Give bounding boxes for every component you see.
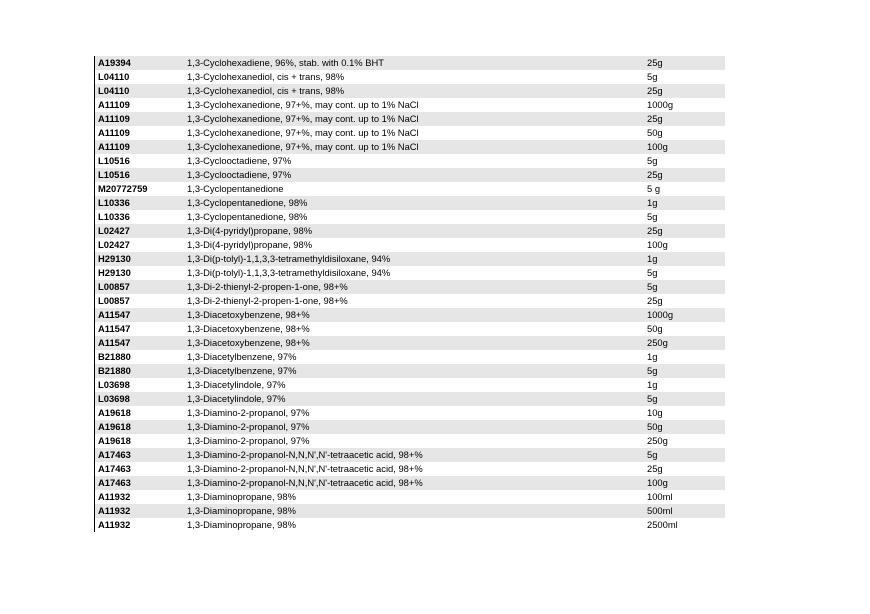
package-size: 2500ml [647,519,678,530]
product-code: L02427 [98,225,130,236]
table-row [95,462,725,476]
product-code: A11547 [98,337,131,348]
package-size: 25g [647,85,663,96]
package-size: 1000g [647,99,674,110]
table-row [95,224,725,238]
product-description: 1,3-Diacetylbenzene, 97% [187,351,297,362]
product-code: M20772759 [98,183,148,194]
table-row [95,238,725,252]
product-description: 1,3-Diamino-2-propanol-N,N,N',N'-tetraacetic acid, 98+% [187,477,423,488]
package-size: 5 g [647,183,661,194]
table-row [95,154,725,168]
package-size: 100g [647,239,668,250]
product-code: A19618 [98,435,131,446]
product-description: 1,3-Diacetoxybenzene, 98+% [187,323,310,334]
product-description: 1,3-Diacetoxybenzene, 98+% [187,309,310,320]
product-code: L00857 [98,295,130,306]
product-code: A11109 [98,113,130,124]
table-row [95,350,725,364]
product-description: 1,3-Diaminopropane, 98% [187,505,296,516]
table-row [95,378,725,392]
product-code: B21880 [98,365,131,376]
table-row [95,70,725,84]
product-description: 1,3-Diaminopropane, 98% [187,491,296,502]
product-code: L02427 [98,239,130,250]
product-table [94,56,725,532]
package-size: 5g [647,393,658,404]
product-code: L10516 [98,169,130,180]
package-size: 1g [647,379,658,390]
package-size: 1g [647,197,658,208]
product-code: A19394 [98,57,131,68]
product-description: 1,3-Di(p-tolyl)-1,1,3,3-tetramethyldisiloxane, 94% [187,253,391,264]
package-size: 5g [647,211,658,222]
product-description: 1,3-Diacetylbenzene, 97% [187,365,297,376]
table-row [95,308,725,322]
table-row [95,434,725,448]
product-code: H29130 [98,267,131,278]
product-description: 1,3-Cyclopentanedione, 98% [187,197,308,208]
product-code: A11109 [98,99,130,110]
product-description: 1,3-Diacetylindole, 97% [187,393,286,404]
package-size: 5g [647,155,658,166]
product-code: L10336 [98,211,130,222]
package-size: 25g [647,57,663,68]
product-description: 1,3-Cyclohexadiene, 96%, stab. with 0.1% BHT [187,57,384,68]
product-description: 1,3-Diamino-2-propanol, 97% [187,435,310,446]
product-description: 1,3-Cyclohexanediol, cis + trans, 98% [187,71,345,82]
table-row [95,252,725,266]
table-row [95,98,725,112]
product-description: 1,3-Diaminopropane, 98% [187,519,296,530]
product-description: 1,3-Cyclohexanedione, 97+%, may cont. up to 1% NaCl [187,113,419,124]
package-size: 250g [647,435,668,446]
table-row [95,196,725,210]
product-description: 1,3-Cyclopentanedione [187,183,284,194]
product-description: 1,3-Cyclohexanediol, cis + trans, 98% [187,85,345,96]
package-size: 25g [647,113,663,124]
package-size: 100g [647,141,668,152]
table-row [95,266,725,280]
package-size: 5g [647,365,658,376]
product-code: L04110 [98,85,130,96]
package-size: 100g [647,477,668,488]
product-description: 1,3-Cyclooctadiene, 97% [187,155,292,166]
table-row [95,126,725,140]
table-row [95,112,725,126]
product-description: 1,3-Di-2-thienyl-2-propen-1-one, 98+% [187,295,348,306]
product-description: 1,3-Di(4-pyridyl)propane, 98% [187,225,313,236]
product-code: A17463 [98,477,131,488]
product-code: L03698 [98,393,130,404]
product-description: 1,3-Diamino-2-propanol, 97% [187,421,310,432]
package-size: 25g [647,295,663,306]
product-description: 1,3-Di(p-tolyl)-1,1,3,3-tetramethyldisiloxane, 94% [187,267,391,278]
product-description: 1,3-Diamino-2-propanol-N,N,N',N'-tetraacetic acid, 98+% [187,449,423,460]
table-row [95,56,725,70]
table-row [95,364,725,378]
product-description: 1,3-Diamino-2-propanol-N,N,N',N'-tetraacetic acid, 98+% [187,463,423,474]
product-description: 1,3-Diamino-2-propanol, 97% [187,407,310,418]
product-description: 1,3-Di-2-thienyl-2-propen-1-one, 98+% [187,281,348,292]
product-description: 1,3-Diacetylindole, 97% [187,379,286,390]
table-row [95,504,725,518]
package-size: 50g [647,421,663,432]
package-size: 10g [647,407,663,418]
product-code: A17463 [98,449,131,460]
package-size: 25g [647,463,663,474]
product-code: A11109 [98,141,130,152]
product-code: H29130 [98,253,131,264]
product-code: A11547 [98,323,131,334]
table-row [95,182,725,196]
table-row [95,140,725,154]
package-size: 50g [647,323,663,334]
product-description: 1,3-Cyclooctadiene, 97% [187,169,292,180]
package-size: 5g [647,449,658,460]
product-code: L10336 [98,197,130,208]
product-code: L04110 [98,71,130,82]
table-row [95,336,725,350]
table-row [95,280,725,294]
table-row [95,294,725,308]
product-code: A11932 [98,519,131,530]
product-description: 1,3-Diacetoxybenzene, 98+% [187,337,310,348]
table-row [95,420,725,434]
package-size: 1000g [647,309,674,320]
product-description: 1,3-Cyclopentanedione, 98% [187,211,308,222]
package-size: 1g [647,351,658,362]
package-size: 50g [647,127,663,138]
package-size: 100ml [647,491,673,502]
table-row [95,406,725,420]
package-size: 250g [647,337,668,348]
product-description: 1,3-Cyclohexanedione, 97+%, may cont. up to 1% NaCl [187,141,419,152]
product-code: L10516 [98,155,130,166]
table-row [95,84,725,98]
package-size: 500ml [647,505,673,516]
package-size: 5g [647,281,658,292]
table-row [95,476,725,490]
product-description: 1,3-Cyclohexanedione, 97+%, may cont. up to 1% NaCl [187,99,419,110]
product-code: B21880 [98,351,131,362]
table-row [95,490,725,504]
table-row [95,168,725,182]
product-code: A11109 [98,127,130,138]
product-code: L03698 [98,379,130,390]
package-size: 5g [647,71,658,82]
product-code: A19618 [98,421,131,432]
table-row [95,210,725,224]
package-size: 25g [647,169,663,180]
package-size: 1g [647,253,658,264]
package-size: 5g [647,267,658,278]
product-code: A11547 [98,309,131,320]
product-code: A19618 [98,407,131,418]
table-row [95,322,725,336]
product-code: A17463 [98,463,131,474]
table-row [95,392,725,406]
table-row [95,448,725,462]
product-code: A11932 [98,505,131,516]
product-description: 1,3-Cyclohexanedione, 97+%, may cont. up to 1% NaCl [187,127,419,138]
package-size: 25g [647,225,663,236]
product-code: A11932 [98,491,131,502]
table-row [95,518,725,532]
product-description: 1,3-Di(4-pyridyl)propane, 98% [187,239,313,250]
product-code: L00857 [98,281,130,292]
